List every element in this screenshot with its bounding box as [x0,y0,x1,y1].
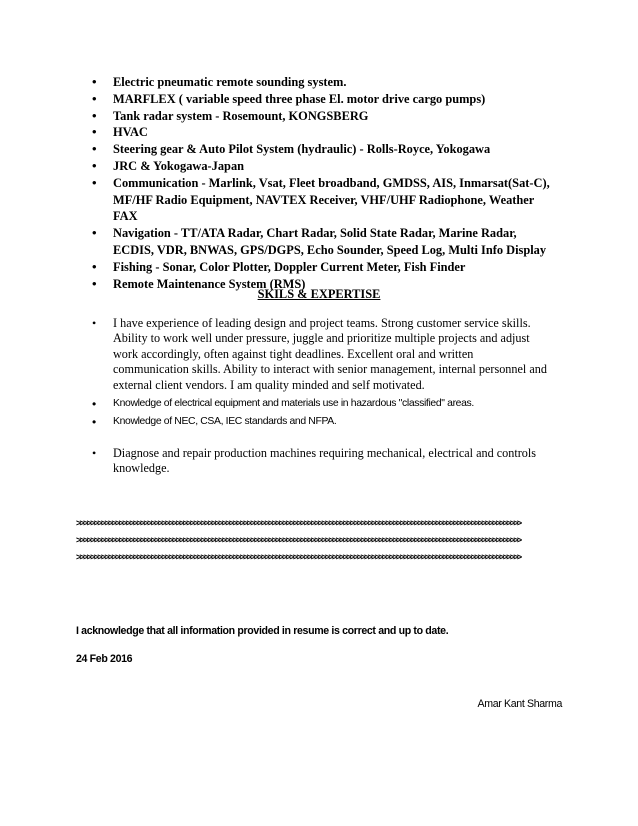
acknowledgement-text: I acknowledge that all information provided in resume is correct and up to date. [76,625,449,637]
skill-item: • Knowledge of electrical equipment and materials use in hazardous "classified" areas. [90,397,550,411]
equipment-item: • Communication - Marlink, Vsat, Fleet broadband, GMDSS, AIS, Inmarsat(Sat-C), MF/HF Radio Equipment, NAVTEX Receiver, VHF/UHF Radiophone, Weather FAX [90,175,560,225]
equipment-item: • Navigation - TT/ATA Radar, Chart Radar, Solid State Radar, Marine Radar, ECDIS, VDR, BNWAS, GPS/DGPS, Echo Sounder, Speed Log, Multi Info Display [90,225,560,259]
skill-item: • Knowledge of NEC, CSA, IEC standards and NFPA. [90,415,550,429]
separator-line: >>>>>>>>>>>>>>>>>>>>>>>>>>>>>>>>>>>>>>>>>>>>>>>>>>>>>>>>>>>>>>>>>>>>>>>>>>>>>>>>>>>>>>>>>>>>>>>>>>>>>>>>>>>>>>>>>>>>>>>>>>>>> [76,518,521,528]
equipment-item: • HVAC [90,124,560,141]
signature-name: Amar Kant Sharma [477,698,562,710]
equipment-item: • Remote Maintenance System (RMS) [90,276,560,293]
equipment-item: • MARFLEX ( variable speed three phase El. motor drive cargo pumps) [90,91,560,108]
equipment-item: • Electric pneumatic remote sounding system. [90,74,560,91]
equipment-item: • Fishing - Sonar, Color Plotter, Doppler Current Meter, Fish Finder [90,259,560,276]
equipment-item: • JRC & Yokogawa-Japan [90,158,560,175]
date-text: 24 Feb 2016 [76,653,133,665]
skills-list [90,316,550,477]
equipment-item: • Tank radar system - Rosemount, KONGSBERG [90,108,560,125]
skill-item: • I have experience of leading design and project teams. Strong customer service skills. Ability to work well under pressure, juggle and prioritize multiple projects and adjust work accordingly, often against tight deadlines. Excellent oral and written communication skills. Ability to interact with senior management, internal personnel and external client vendors. I am quality minded and self motivated. [90,316,550,393]
equipment-item: • Steering gear & Auto Pilot System (hydraulic) - Rolls-Royce, Yokogawa [90,141,560,158]
separator-line: >>>>>>>>>>>>>>>>>>>>>>>>>>>>>>>>>>>>>>>>>>>>>>>>>>>>>>>>>>>>>>>>>>>>>>>>>>>>>>>>>>>>>>>>>>>>>>>>>>>>>>>>>>>>>>>>>>>>>>>>>>>>> [76,535,521,545]
equipment-list [90,74,560,292]
skills-heading: SKILS & EXPERTISE [257,287,381,301]
separator-line: >>>>>>>>>>>>>>>>>>>>>>>>>>>>>>>>>>>>>>>>>>>>>>>>>>>>>>>>>>>>>>>>>>>>>>>>>>>>>>>>>>>>>>>>>>>>>>>>>>>>>>>>>>>>>>>>>>>>>>>>>>>>> [76,552,521,562]
skill-item: • Diagnose and repair production machines requiring mechanical, electrical and controls knowledge. [90,446,550,477]
